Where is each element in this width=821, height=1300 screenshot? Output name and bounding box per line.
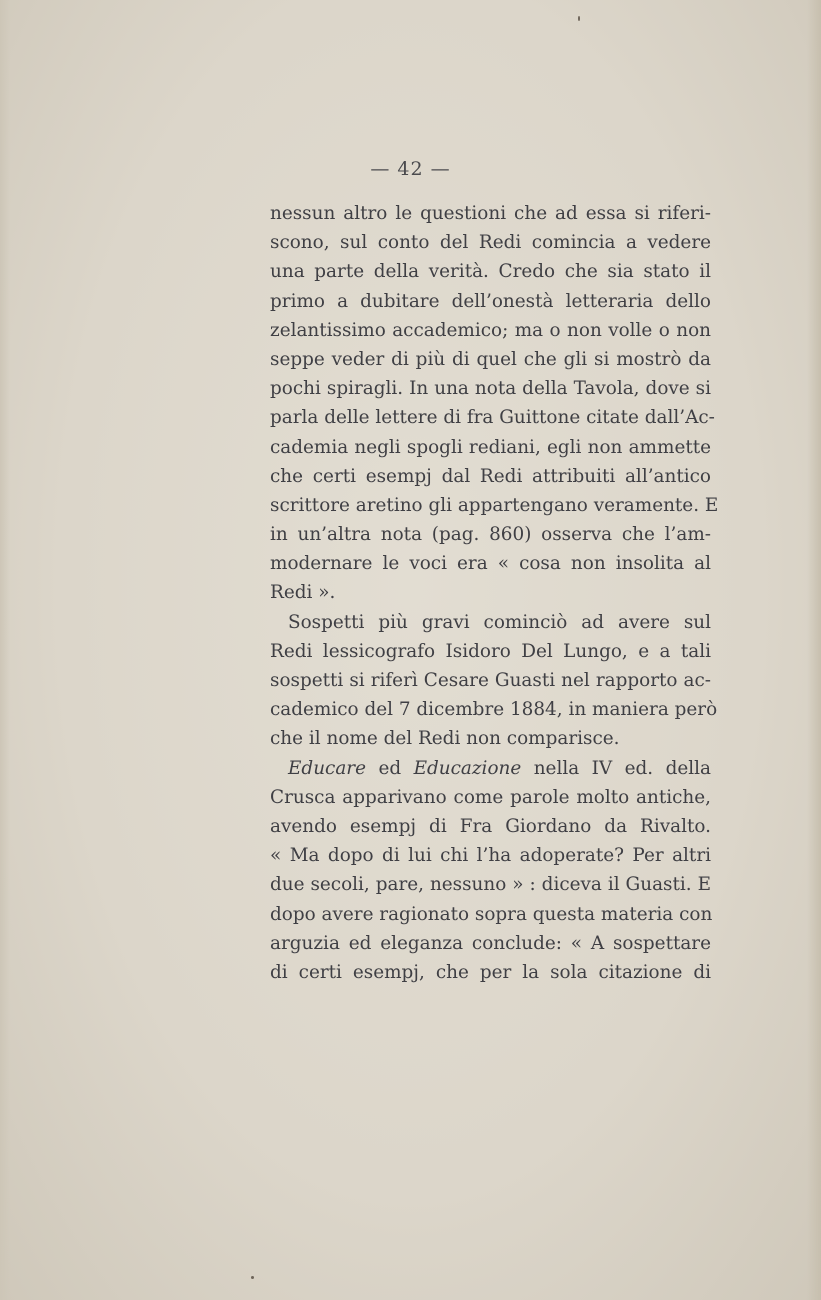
text-line: avendo esempj di Fra Giordano da Rivalto.: [270, 815, 711, 837]
text-line: che il nome del Redi non comparisce.: [270, 728, 620, 750]
paragraph-start-line: [270, 754, 711, 783]
text-line: primo a dubitare dell’onestà letteraria dello: [270, 290, 711, 312]
text-line: nessun altro le questioni che ad essa si riferi-: [270, 203, 711, 224]
text-line: scrittore aretino gli appartengano veramente. E: [270, 494, 719, 516]
text-fragment: ed: [365, 757, 414, 779]
page-edge-shadow-left: [0, 0, 10, 1300]
text-line: cademia negli spogli rediani, egli non ammette: [270, 436, 711, 458]
text-line: due secoli, pare, nessuno » : diceva il Guasti. E: [270, 874, 711, 896]
text-line: pochi spiragli. In una nota della Tavola, dove si: [270, 378, 711, 400]
text-line: zelantissimo accademico; ma o non volle o non: [270, 319, 711, 341]
text-fragment: nella IV ed. della: [521, 757, 711, 779]
text-line: Redi ».: [270, 582, 336, 604]
text-line: cademico del 7 dicembre 1884, in maniera però: [270, 699, 718, 721]
text-line: arguzia ed eleganza conclude: « A sospettare: [270, 932, 711, 954]
page-number: — 42 —: [370, 158, 451, 180]
text-line: di certi esempj, che per la sola citazione di: [270, 961, 711, 983]
paragraph-start-line: Sospetti più gravi cominciò ad avere sul: [288, 611, 711, 633]
text-line: Redi lessicografo Isidoro Del Lungo, e a tali: [270, 640, 711, 662]
text-line: « Ma dopo di lui chi l’ha adoperate? Per altri: [270, 845, 711, 867]
text-line: modernare le voci era « cosa non insolita al: [270, 553, 711, 575]
paper-speck: [251, 1276, 254, 1279]
paper-speck: [578, 16, 580, 21]
italic-term: Educazione: [413, 757, 522, 779]
text-line: una parte della verità. Credo che sia stato il: [270, 261, 711, 283]
body-text: [270, 199, 719, 987]
text-line: parla delle lettere di fra Guittone citate dall’Ac-: [270, 407, 715, 429]
text-line: dopo avere ragionato sopra questa materia con: [270, 903, 713, 925]
text-line: seppe veder di più di quel che gli si mostrò da: [270, 348, 711, 370]
text-line: in un’altra nota (pag. 860) osserva che l’am-: [270, 524, 711, 546]
text-line: sospetti si riferì Cesare Guasti nel rapporto ac-: [270, 670, 711, 691]
italic-term: Educare: [288, 757, 366, 779]
page-edge-shadow-right: [807, 0, 821, 1300]
text-line: Crusca apparivano come parole molto antiche,: [270, 786, 711, 808]
text-line: che certi esempj dal Redi attribuiti all’antico: [270, 465, 711, 487]
text-line: scono, sul conto del Redi comincia a vedere: [270, 232, 711, 254]
